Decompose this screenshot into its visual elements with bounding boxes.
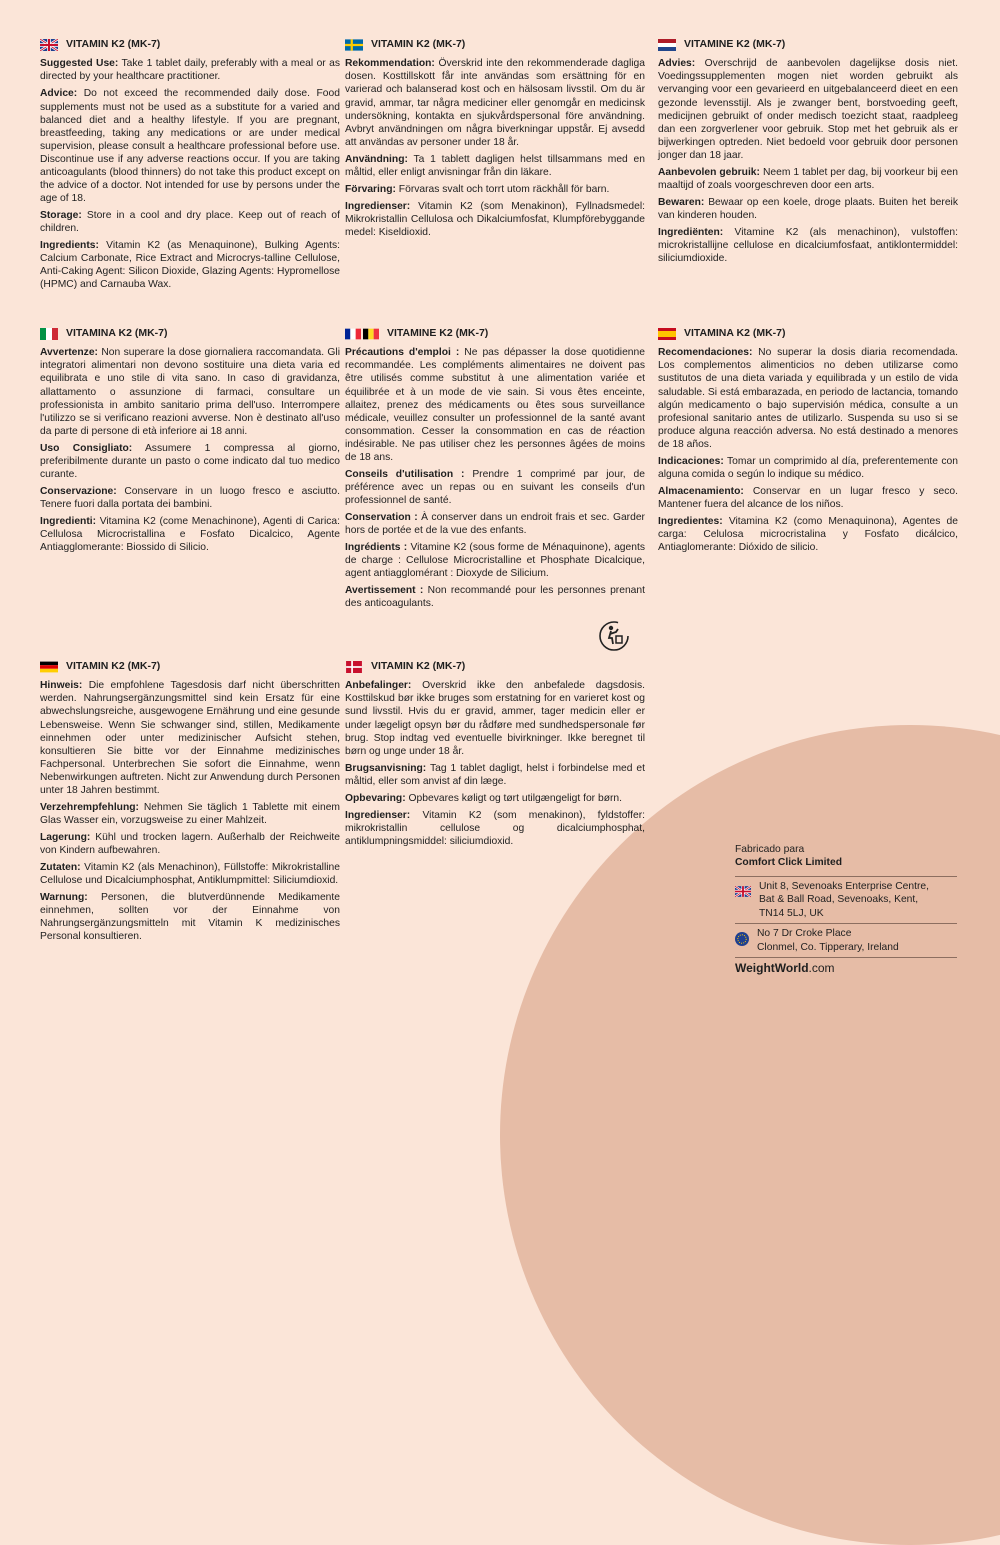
paragraph-text: Non superare la dose giornaliera raccomandata. Gli integratori alimentari non devono sostituire una dieta varia ed equilibrata e uno stile di vita sano. In caso di gravidanza, allattamento o assunzione di farmaci, consultare un professionista in ambito sanitario prima dell'uso. Interrompere l'utilizzo se si verificano reazioni avverse. Non è destinato all'uso da parte di persone di età inferiore ai 18 anni. bbox=[40, 347, 340, 437]
paragraph bbox=[40, 679, 340, 797]
paragraph bbox=[345, 809, 645, 848]
section-header bbox=[40, 327, 340, 340]
label-section-italy bbox=[40, 327, 340, 558]
label-section-netherlands bbox=[658, 38, 958, 269]
section-header bbox=[345, 327, 645, 340]
paragraph-text: Vitamina K2 (come Menachinone), Agenti di Carica: Cellulosa Microcristallina e Fosfato Dicalcico, Agente Antiagglomerante: Biossido di Silicio. bbox=[40, 516, 340, 554]
paragraph-text: Take 1 tablet daily, preferably with a meal or as directed by your healthcare practitioner. bbox=[40, 58, 340, 83]
section-title: VITAMINA K2 (MK-7) bbox=[66, 327, 168, 339]
paragraph bbox=[345, 679, 645, 757]
brand-domain: .com bbox=[808, 960, 835, 975]
paragraph-label: Ingredienti: bbox=[40, 516, 97, 528]
section-title: VITAMIN K2 (MK-7) bbox=[371, 660, 466, 672]
manufacturer-block bbox=[735, 844, 957, 975]
section-title: VITAMINE K2 (MK-7) bbox=[387, 327, 489, 339]
paragraph-text: Do not exceed the recommended daily dose. Food supplements must not be used as a substitute for a varied and balanced diet and a healthy lifestyle. If you are pregnant, breastfeeding, taking any medications or are under medical supervision, please consult a healthcare professional before use. Discontinue use if any adverse reactions occur. If you are taking anticoagulants (blood thinners) do not take this product except on the advice of a doctor. Not intended for use by persons under the age of 18. bbox=[40, 88, 340, 204]
uk-address-line: Bat & Ball Road, Sevenoaks, Kent, bbox=[759, 894, 919, 906]
paragraph-text: Vitamin K2 (som Menakinon), Fyllnadsmedel: Mikrokristallin Cellulosa och Dikalciumfosfat, Klumpförebyggande medel: Kiseldioxid. bbox=[345, 200, 645, 239]
paragraph-text: Assumere 1 compressa al giorno, preferibilmente durante un pasto o come indicato dal tuo medico curante. bbox=[40, 442, 340, 480]
paragraph-label: Advies: bbox=[658, 58, 696, 70]
paragraph bbox=[345, 584, 645, 610]
section-title: VITAMINA K2 (MK-7) bbox=[684, 327, 786, 339]
paragraph-label: Précautions d'emploi : bbox=[345, 347, 460, 359]
paragraph bbox=[345, 541, 645, 580]
sweden-flag-icon bbox=[345, 39, 363, 51]
paragraph bbox=[40, 861, 340, 887]
label-section-spain bbox=[658, 327, 958, 558]
section-header bbox=[658, 38, 958, 51]
section-header bbox=[345, 660, 645, 673]
paragraph-label: Bewaren: bbox=[658, 196, 705, 208]
paragraph bbox=[345, 183, 645, 196]
netherlands-flag-icon bbox=[658, 39, 676, 51]
paragraph-text: Ne pas dépasser la dose quotidienne recommandée. Les compléments alimentaires ne doivent pas être utilisés comme substitut à une alimentation variée et équilibrée et à un mode de vie sain. Si vous êtes enceinte, allaitez, prenez des médicaments ou êtes sous surveillance médicale, veuillez consulter un professionnel de la santé avant consommation. Cesser la consommation en cas de réaction indésirable. Ne pas utiliser chez les personnes âgées de moins de 18 ans. bbox=[345, 347, 645, 463]
italy-flag-icon bbox=[40, 328, 58, 340]
paragraph-text: Overschrijd de aanbevolen dagelijkse dosis niet. Voedingssupplementen mogen niet worden gebruikt als vervanging voor een gevarieerd en uitgebalanceerd dieet en een gezonde levensstijl. Als je zwanger bent, borstvoeding geeft, medicijnen gebruikt of onder medisch toezicht staat, raadpleeg dan een zorgverlener voor gebruik. Stop met het gebruik als er bijwerkingen optreden. Niet bedoeld voor gebruik door personen jonger dan 18 jaar. bbox=[658, 58, 958, 161]
paragraph bbox=[345, 792, 645, 805]
paragraph-label: Rekommendation: bbox=[345, 58, 435, 70]
label-section-germany bbox=[40, 660, 340, 948]
section-header bbox=[345, 38, 645, 51]
paragraph bbox=[658, 166, 958, 192]
paragraph-label: Opbevaring: bbox=[345, 792, 406, 804]
paragraph-label: Conservation : bbox=[345, 512, 418, 524]
paragraph-label: Aanbevolen gebruik: bbox=[658, 166, 760, 178]
uk-address-line: Unit 8, Sevenoaks Enterprise Centre, bbox=[759, 881, 929, 892]
section-header bbox=[658, 327, 958, 340]
paragraph-label: Indicaciones: bbox=[658, 455, 724, 467]
paragraph bbox=[658, 346, 958, 451]
paragraph-label: Advice: bbox=[40, 88, 78, 100]
paragraph-label: Anbefalinger: bbox=[345, 680, 412, 692]
paragraph-text: Opbevares køligt og tørt utilgængeligt for børn. bbox=[408, 792, 622, 804]
paragraph-text: Nehmen Sie täglich 1 Tablette mit einem Glas Wasser ein, vorzugsweise zu einer Mahlzeit. bbox=[40, 801, 340, 826]
label-section-france-belgium bbox=[345, 327, 645, 615]
paragraph-text: Tomar un comprimido al día, preferentemente con alguna comida o según lo indique su médico. bbox=[658, 455, 958, 480]
paragraph-label: Ingredients: bbox=[40, 240, 99, 252]
paragraph bbox=[40, 891, 340, 943]
paragraph bbox=[658, 455, 958, 481]
section-title: VITAMIN K2 (MK-7) bbox=[371, 38, 466, 50]
paragraph-text: À conserver dans un endroit frais et sec. Garder hors de portée et de la vue des enfants. bbox=[345, 512, 645, 537]
paragraph-label: Uso Consigliato: bbox=[40, 442, 133, 454]
paragraph-label: Ingredienser: bbox=[345, 809, 411, 821]
paragraph-text: Conservar en un lugar fresco y seco. Mantener fuera del alcance de los niños. bbox=[658, 485, 958, 511]
paragraph-text: Vitamine K2 (als menachinon), vulstoffen: microkristallijne cellulose en dicalciumfosfaat, antiklontermiddel: siliciumdioxide. bbox=[658, 227, 958, 265]
paragraph-text: Non recommandé pour les personnes prenant des anticoagulants. bbox=[345, 585, 645, 610]
section-title: VITAMINE K2 (MK-7) bbox=[684, 38, 786, 50]
paragraph-text: Personen, die blutverdünnende Medikamente einnehmen, sollten vor der Einnahme von Nahrungsergänzungsmitteln mit Vitamin K medizinisches Personal konsultieren. bbox=[40, 892, 340, 943]
paragraph bbox=[40, 515, 340, 554]
paragraph-label: Conseils d'utilisation : bbox=[345, 468, 465, 480]
paragraph bbox=[658, 57, 958, 162]
section-header bbox=[40, 660, 340, 673]
paragraph bbox=[40, 239, 340, 291]
paragraph-text: Vitamine K2 (sous forme de Ménaquinone), agents de charge : Cellulose Microcristalline et Phosphate Dicalcique, agent antiagglomérant : Dioxyde de Silicium. bbox=[345, 542, 645, 580]
paragraph bbox=[345, 511, 645, 537]
paragraph-label: Lagerung: bbox=[40, 832, 91, 844]
section-header bbox=[40, 38, 340, 51]
denmark-flag-icon bbox=[345, 661, 363, 673]
uk-address-row bbox=[735, 876, 957, 923]
paragraph-text: Neem 1 tablet per dag, bij voorkeur bij een maaltijd of zoals voorgeschreven door een arts. bbox=[658, 166, 958, 191]
eu-address-row bbox=[735, 923, 957, 958]
paragraph-text: Vitamin K2 (als Menachinon), Füllstoffe: Mikrokristalline Cellulose und Dicalciumphosphat, Antiklumpmittel: Siliciumdioxid. bbox=[40, 862, 340, 887]
paragraph bbox=[345, 762, 645, 788]
paragraph-label: Avertissement : bbox=[345, 585, 424, 597]
paragraph-label: Ingredienser: bbox=[345, 200, 411, 212]
paragraph-label: Avvertenze: bbox=[40, 347, 98, 359]
france-belgium-flag-icon bbox=[345, 328, 379, 340]
uk-address-line: TN14 5LJ, UK bbox=[759, 907, 824, 919]
paragraph-text: Conservare in un luogo fresco e asciutto. Tenere fuori dalla portata dei bambini. bbox=[40, 485, 340, 511]
paragraph-label: Förvaring: bbox=[345, 183, 396, 195]
paragraph-label: Warnung: bbox=[40, 892, 88, 904]
paragraph-label: Brugsanvisning: bbox=[345, 762, 427, 774]
paragraph-label: Suggested Use: bbox=[40, 58, 119, 70]
tidyman-recycle-icon bbox=[598, 620, 630, 652]
germany-flag-icon bbox=[40, 661, 58, 673]
paragraph-text: Bewaar op een koele, droge plaats. Buiten het bereik van kinderen houden. bbox=[658, 196, 958, 222]
uk-flag-icon bbox=[735, 886, 751, 900]
paragraph bbox=[345, 153, 645, 179]
paragraph bbox=[658, 485, 958, 511]
paragraph-label: Zutaten: bbox=[40, 862, 81, 874]
paragraph-label: Verzehrempfehlung: bbox=[40, 801, 139, 813]
paragraph-text: Prendre 1 comprimé par jour, de préférence avec un repas ou en suivant les conseils d'un professionnel de santé. bbox=[345, 468, 645, 507]
paragraph-text: Överskrid inte den rekommenderade dagliga dosen. Kosttillskott får inte användas som ersättning för en varierad och balanserad kost och en hälsosam livsstil. Om du är gravid, ammar, tar några mediciner eller genomgår en medicinsk undersökning, kontakta en sjukvårdspersonal före användning. Avbryt användningen om några biverkningar uppstår. Ej avsedd att användas av personer under 18 år. bbox=[345, 58, 645, 148]
paragraph bbox=[40, 87, 340, 205]
eu-flag-icon bbox=[735, 932, 749, 949]
eu-address-line: No 7 Dr Croke Place bbox=[757, 928, 852, 940]
brand-website bbox=[735, 961, 957, 975]
paragraph bbox=[40, 831, 340, 857]
paragraph-label: Storage: bbox=[40, 210, 82, 222]
paragraph-text: Ta 1 tablett dagligen helst tillsammans med en måltid, eller enligt anvisningar från din läkare. bbox=[345, 153, 645, 178]
made-for-label: Fabricado para bbox=[735, 844, 805, 855]
paragraph-text: Kühl und trocken lagern. Außerhalb der Reichweite von Kindern aufbewahren. bbox=[40, 832, 340, 857]
paragraph bbox=[658, 196, 958, 222]
paragraph bbox=[345, 200, 645, 239]
paragraph bbox=[345, 57, 645, 148]
paragraph bbox=[40, 485, 340, 511]
paragraph-label: Användning: bbox=[345, 153, 408, 165]
label-section-denmark bbox=[345, 660, 645, 852]
paragraph-label: Ingredientes: bbox=[658, 516, 723, 528]
paragraph bbox=[345, 468, 645, 507]
paragraph-label: Ingrediënten: bbox=[658, 227, 724, 239]
brand-name: WeightWorld bbox=[735, 960, 809, 975]
label-section-sweden bbox=[345, 38, 645, 243]
section-title: VITAMIN K2 (MK-7) bbox=[66, 660, 161, 672]
uk-flag-icon bbox=[40, 39, 58, 51]
paragraph-text: No superar la dosis diaria recomendada. Los complementos alimenticios no deben utilizarse como sustitutos de una dieta variada y equilibrada y un estilo de vida saludable. Si está embarazada, en periodo de lactancia, tomando algún medicamento o bajo supervisión médica, consulte a un profesional sanitario antes de utilizarlo. Suspenda su uso si se produce alguna reacción adversa. No está destinado a menores de 18 años. bbox=[658, 347, 958, 450]
paragraph bbox=[40, 209, 340, 235]
paragraph-text: Vitamin K2 (som menakinon), fyldstoffer: mikrokristallin cellulose og dicalciumphosphat, antiklumpningsmiddel: siliciumdioxid. bbox=[345, 809, 645, 848]
paragraph-text: Store in a cool and dry place. Keep out of reach of children. bbox=[40, 210, 340, 235]
paragraph-label: Ingrédients : bbox=[345, 542, 408, 554]
paragraph-text: Vitamina K2 (como Menaquinona), Agentes de carga: Celulosa microcristalina y Fosfato dicálcico, Antiaglomerante: Dióxido de silicio. bbox=[658, 516, 958, 554]
paragraph-text: Vitamin K2 (as Menaquinone), Bulking Agents: Calcium Carbonate, Rice Extract and Microcrys-talline Cellulose, Anti-Caking Agent: Silicon Dioxide, Glazing Agents: Hypromellose (HPMC) and Carnauba Wax. bbox=[40, 240, 340, 291]
paragraph bbox=[40, 57, 340, 83]
paragraph bbox=[345, 346, 645, 464]
paragraph-text: Die empfohlene Tagesdosis darf nicht überschritten werden. Nahrungsergänzungsmittel sind kein Ersatz für eine abwechslungsreiche, ausgewogene Ernährung und eine gesunde Lebensweise. Wenn Sie schwanger sind, stillen, Medikamente einnehmen oder unter medizinischer Aufsicht stehen, konsultieren Sie bitte vor der Einnahme medizinisches Fachpersonal. Unterbrechen Sie sofort die Einnahme, wenn Nebenwirkungen auftreten. Nicht zur Anwendung durch Personen unter 18 Jahren bestimmt. bbox=[40, 680, 340, 796]
paragraph-text: Overskrid ikke den anbefalede dagsdosis. Kosttilskud bør ikke bruges som erstatning for en varieret kost og sund livsstil. Hvis du er gravid, ammer, tager medicin eller er under lægeligt opsyn bør du rådføre med sundhedspersonale før brug. Stop indtag ved eventuelle bivirkninger. Ikke beregnet til børn og unge under 18 år. bbox=[345, 680, 645, 757]
company-name: Comfort Click Limited bbox=[735, 857, 842, 868]
eu-address-line: Clonmel, Co. Tipperary, Ireland bbox=[757, 941, 899, 953]
paragraph-label: Recomendaciones: bbox=[658, 347, 753, 359]
paragraph bbox=[658, 515, 958, 554]
paragraph-text: Tag 1 tablet dagligt, helst i forbindelse med et måltid, eller som anvist af din læge. bbox=[345, 762, 645, 787]
paragraph bbox=[40, 346, 340, 437]
label-section-uk bbox=[40, 38, 340, 295]
paragraph bbox=[658, 226, 958, 265]
paragraph-label: Hinweis: bbox=[40, 680, 83, 692]
spain-flag-icon bbox=[658, 328, 676, 340]
paragraph-label: Conservazione: bbox=[40, 485, 117, 497]
paragraph bbox=[40, 801, 340, 827]
section-title: VITAMIN K2 (MK-7) bbox=[66, 38, 161, 50]
paragraph-label: Almacenamiento: bbox=[658, 485, 744, 497]
paragraph-text: Förvaras svalt och torrt utom räckhåll för barn. bbox=[398, 183, 610, 195]
paragraph bbox=[40, 442, 340, 481]
